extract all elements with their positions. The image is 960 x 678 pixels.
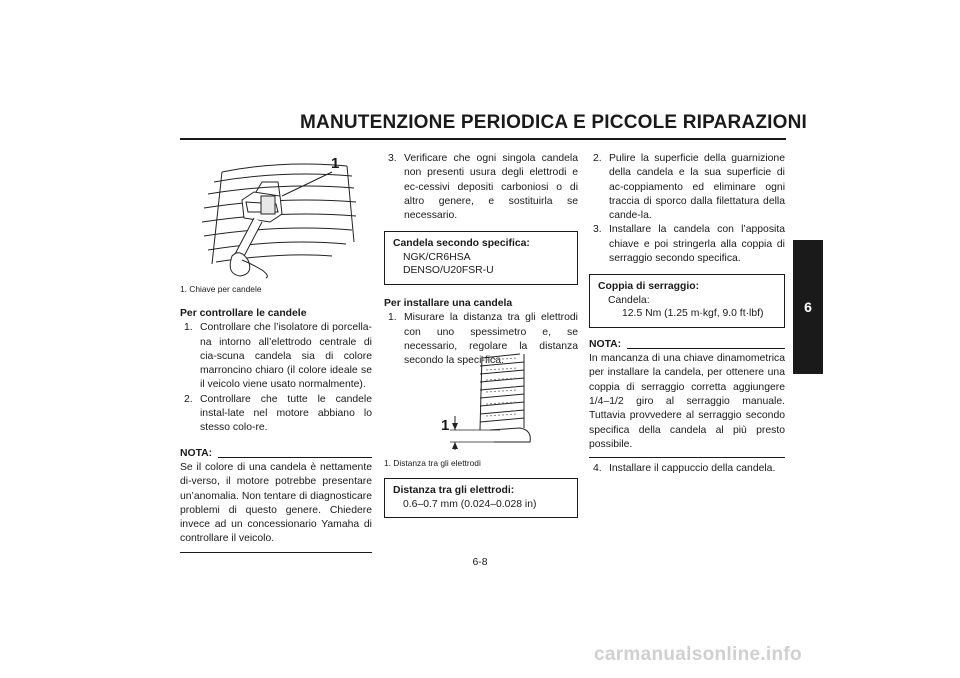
section-heading-check: Per controllare le candele [180,308,307,319]
page-header-title: MANUTENZIONE PERIODICA E PICCOLE RIPARAZIONI [300,112,808,133]
watermark-text: carmanualsonline.info [594,644,802,665]
list-item [589,462,785,476]
step-number: 4. [593,463,602,475]
list-item [589,223,785,266]
list-item [384,152,578,223]
page-number: 6-8 [472,557,488,568]
note-body: In mancanza di una chiave dinamometrica per installare la candela, per ottenere una coppia di serraggio corretta aggiungere 1/4–1/2 giro al serraggio manuale. Tuttavia provvedere al serraggio secondo specifica della candela al più presto possibile. [589,353,785,450]
step-text: Installare il cappuccio della candela. [609,463,776,475]
step-number: 1. [184,322,193,334]
spec-title: Candela secondo specifica: [393,238,530,250]
step-number: 2. [593,153,602,164]
step-text: Controllare che l’isolatore di porcella-na intorno all’elettrodo centrale di cia-scuna candela sia di colore marroncino chiaro (il colore ideale se il veicolo viene usato normalmente). [200,322,372,391]
figure2-callout: 1 [441,417,450,434]
step-number: 1. [388,312,397,324]
spec-value: 0.6–0.7 mm (0.024–0.028 in) [403,498,537,510]
note-heading [589,338,785,352]
note-body: Se il colore di una candela è nettamente di-verso, il motore potrebbe presentare un’anomalia. Non tentare di diagnosticare problemi di questo genere. Chiedere invece ad un concessionario Yamaha di controllare il veicolo. [180,461,372,545]
check-steps-list [180,321,372,435]
step-text: Verificare che ogni singola candela non presenti usura degli elettrodi e ec-cessivi depositi carboniosi o di altro genere, e sostituirla se necessario. [404,153,578,222]
spark-plug-wrench-illustration [182,152,372,280]
step-text: Misurare la distanza tra gli elettrodi con uno spessimetro e, se necessario, regolare la distanza secondo la speci-fica. [404,312,578,367]
step-text: Pulire la superficie della guarnizione della candela e la sua superficie di ac-coppiamento ed eliminare ogni traccia di sporco dalla filettatura della cande-la. [609,153,785,222]
spec-box-electrode-gap [384,478,578,518]
header-rule [180,138,786,140]
spec-box-torque [589,274,785,328]
note-label: NOTA: [180,447,213,459]
step-number: 3. [388,153,397,164]
spec-title: Distanza tra gli elettrodi: [393,485,515,496]
section-heading-install: Per installare una candela [384,297,513,309]
chapter-tab-number: 6 [804,299,812,315]
electrode-gap-illustration [420,350,540,450]
figure2-caption: 1. Distanza tra gli elettrodi [384,458,481,468]
spec-value: DENSO/U20FSR-U [403,265,494,277]
figure1-caption: 1. Chiave per candele [180,284,262,294]
step-text: Installare la candela con l’apposita chiave e poi stringerla alla coppia di serraggio secondo specifica. [609,224,785,265]
step-number: 2. [184,393,193,405]
spec-value: 12.5 Nm (1.25 m·kgf, 9.0 ft·lbf) [622,308,764,320]
spec-label: Candela: [608,294,650,306]
note-heading [180,447,372,461]
spec-box-spark-plug [384,231,578,285]
step-number: 3. [593,224,602,236]
spec-title: Coppia di serraggio: [598,281,700,293]
figure1-callout: 1 [331,155,340,172]
chapter-tab [793,240,823,374]
list-item [180,393,372,436]
list-item [589,152,785,223]
spec-value: NGK/CR6HSA [403,251,471,263]
note-end-rule [180,552,372,553]
step-text: Controllare che tutte le candele instal-late nel motore abbiano lo stesso colo-re. [200,393,372,434]
list-item [180,321,372,392]
note-label: NOTA: [589,338,622,350]
